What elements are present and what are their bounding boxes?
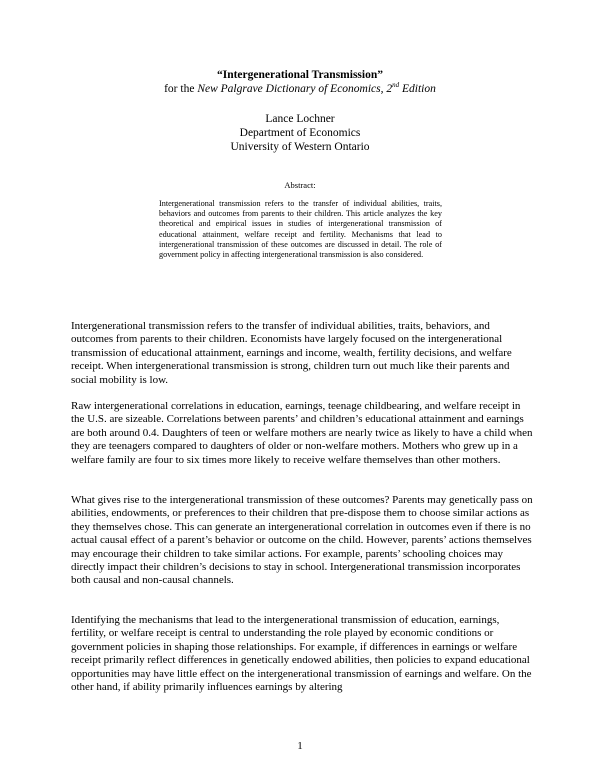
author-department: Department of Economics xyxy=(239,127,361,139)
author-block xyxy=(0,112,600,154)
abstract-text: Intergenerational transmission refers to the transfer of individual abilities, traits, behaviors and outcomes from parents to their children. This article analyzes the key theoretical and empirical issues in studies of intergenerational transmission of educational attainment, welfare receipt and fertility. Mechanisms that lead to intergenerational transmission of these outcomes are discussed in detail. The role of government policy in affecting intergenerational transmission is also considered. xyxy=(159,199,442,260)
article-title: “Intergenerational Transmission” xyxy=(216,69,383,81)
page-number: 1 xyxy=(297,740,303,752)
abstract-label: Abstract: xyxy=(284,180,316,190)
body-paragraph: Identifying the mechanisms that lead to the intergenerational transmission of education, earnings, fertility, or welfare receipt is central to understanding the role played by economic conditions or government policies in shaping those relationships. For example, if differences in earnings or welfare receipt primarily reflect differences in genetically endowed abilities, then policies to expand educational opportunities may have little effect on the intergenerational transmission of earnings and welfare. On the other hand, if ability primarily influences earnings by altering xyxy=(71,614,532,694)
subtitle-publication: New Palgrave Dictionary of Economics, 2 xyxy=(197,83,393,95)
subtitle-edition: Edition xyxy=(399,83,436,95)
article-subtitle xyxy=(0,82,600,96)
author-university: University of Western Ontario xyxy=(230,141,370,153)
subtitle-edition-superscript: nd xyxy=(392,81,400,90)
body-paragraph: Intergenerational transmission refers to the transfer of individual abilities, traits, behaviors, and outcomes from parents to their children. Economists have largely focused on the intergenerational transmission of educational attainment, earnings and income, wealth, fertility decisions, and welfare receipt. When intergenerational transmission is strong, children turn out much like their parents and social mobility is low. xyxy=(71,320,512,386)
author-name: Lance Lochner xyxy=(265,113,335,125)
body-paragraph: Raw intergenerational correlations in education, earnings, teenage childbearing, and welfare receipt in the U.S. are sizeable. Correlations between parents’ and children’s educational attainment and earnings are both around 0.4. Daughters of teen or welfare mothers are nearly twice as likely to have a child when they are teenagers compared to daughters of older or non-welfare mothers. Mothers who grew up in a welfare family are four to six times more likely to receive welfare themselves than other mothers. xyxy=(71,400,533,466)
subtitle-prefix: for the xyxy=(164,83,198,95)
body-paragraph: What gives rise to the intergenerational transmission of these outcomes? Parents may genetically pass on abilities, endowments, or preferences to their children that pre-dispose them to choose similar actions as they themselves chose. This can generate an intergenerational correlation in outcomes even if there is no actual causal effect of a parent’s behavior or outcome on the child. However, parents’ actions themselves may encourage their children to take similar actions. For example, parents’ schooling choices may directly impact their children’s decisions to stay in school. Intergenerational transmission incorporates both causal and non-causal channels. xyxy=(71,494,533,587)
